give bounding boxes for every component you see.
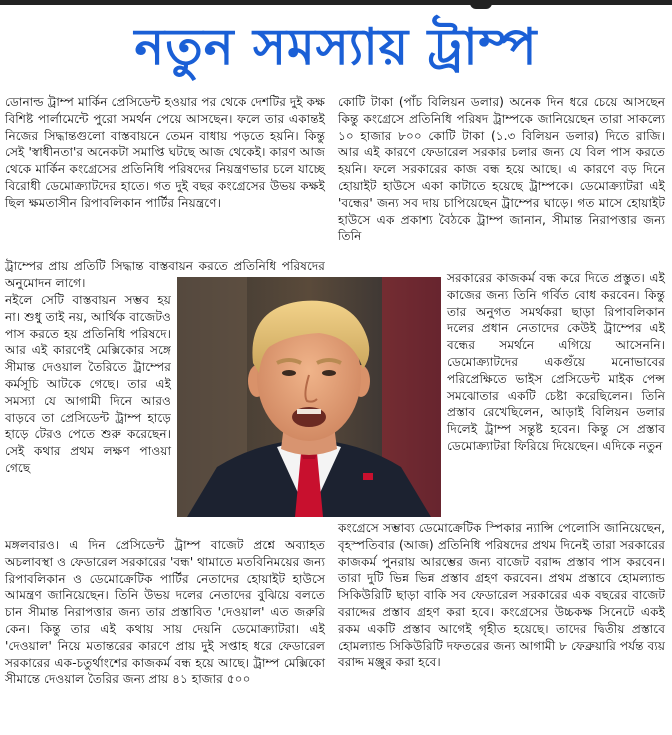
left-paragraph-2: ট্রাম্পের প্রায় প্রতিটি সিদ্ধান্ত বাস্তবায়ন করতে প্রতিনিধি পরিষদের অনুমোদন লাগে। <box>5 259 325 290</box>
right-paragraph-3: কংগ্রেসে সম্ভাব্য ডেমোক্রেটিক স্পিকার ন্যান্সি পেলোসি জানিয়েছেন, বৃহস্পতিবার (আজ) প্রতিনিধি পরিষদের প্রথম দিনেই তারা সরকারের কাজকর্ম পুনরায় আরম্ভের জন্য বাজেট বরাদ্দ প্রস্তাব পাস করবেন। তারা দুটি ভিন্ন ভিন্ন প্রস্তাব গ্রহণ করবেন। প্রথম প্রস্তাবে হোমল্যান্ড সিকিউরিটি ছাড়া বাকি সব ফেডারেল সরকারের এক বছরের বাজেট বরাদ্দের প্রস্তাব গ্রহণ করা হবে। কংগ্রেসের উচ্চকক্ষ সিনেটে একই রকম একটি প্রস্তাব আগেই গৃহীত হয়েছে। তাদের দ্বিতীয় প্রস্তাবে হোমল্যান্ড সিকিউরিটি দফতরের জন্য আগামী ৮ ফেব্রুয়ারি পর্যন্ত ব্যয় বরাদ্দ মঞ্জুর করা হবে। <box>338 521 665 670</box>
top-rule-tab <box>470 0 492 9</box>
left-paragraph-1: ডোনাল্ড ট্রাম্প মার্কিন প্রেসিডেন্ট হওয়ার পর থেকে দেশটির দুই কক্ষ বিশিষ্ট পার্লামেন্টে পুরো সমর্থন পেয়ে আসছেন। ফলে তার একান্তই নিজের সিদ্ধান্তগুলো বাস্তবায়নে তেমন বাধায় পড়তে হয়নি। কিন্তু সেই 'স্বাধীনতা'র অনেকটা সমাপ্তি ঘটছে আজ থেকেই। কারণ আজ থেকে মার্কিন কংগ্রেসের প্রতিনিধি পরিষদের নিয়ন্ত্রণভার চলে যাচ্ছে বিরোধী ডেমোক্র্যাটদের হাতে। গত দুই বছর কংগ্রেসের উভয় কক্ষই ছিল ক্ষমতাসীন রিপাবলিকান পার্টির নিয়ন্ত্রণে। <box>5 95 325 210</box>
right-paragraph-2: সরকারের কাজকর্ম বন্ধ করে দিতে প্রস্তুত। এই কাজের জন্য তিনি গর্বিত বোধ করবেন। কিন্তু তার অনুগত সমর্থকরা ছাড়া রিপাবলিকান দলের প্রধান নেতাদের কেউই ট্রাম্পের এই বন্ধের সমর্থনে এগিয়ে আসেননি। ডেমোক্র্যাটদের একগুঁয়ে মনোভাবের পরিপ্রেক্ষিতে ভাইস প্রেসিডেন্ট মাইক পেন্স সমঝোতার একটি চেষ্টা করেছিলেন। তিনি প্রস্তাব রেখেছিলেন, আড়াই বিলিয়ন ডলার দিলেই ট্রাম্প সন্তুষ্ট হবেন। কিন্তু সে প্রস্তাব ডেমোক্র্যাটরা ফিরিয়ে দিয়েছেন। এদিকে নতুন <box>447 271 665 453</box>
left-paragraph-4: মঙ্গলবারও। এ দিন প্রেসিডেন্ট ট্রাম্প বাজেট প্রশ্নে অব্যাহত অচলাবস্থা ও ফেডারেল সরকারের 'বন্ধ' থামাতে মতবিনিময়ের জন্য রিপাবলিকান ও ডেমোক্রেটিক পার্টির নেতাদের হোয়াইট হাউসে আমন্ত্রণ জানিয়েছেন। তিনি উভয় দলের নেতাদের বুঝিয়ে বলতে চান সীমান্ত নিরাপত্তার জন্য তার প্রস্তাবিত 'দেওয়াল' এত জরুরি কেন। কিন্তু তার এই কথায় সায় দেয়নি ডেমোক্র্যাটরা। এই 'দেওয়াল' নিয়ে মতান্তরের কারণে প্রায় দুই সপ্তাহ ধরে ফেডারেল সরকারের এক-চতুর্থাংশের কাজকর্ম বন্ধ হয়ে আছে। ট্রাম্প মেক্সিকো সীমান্তে দেওয়াল তৈরির জন্য প্রায় ৪১ হাজার ৫০০ <box>5 538 325 687</box>
portrait-photo <box>177 277 441 517</box>
right-paragraph-1: কোটি টাকা (পাঁচ বিলিয়ন ডলার) অনেক দিন ধরে চেয়ে আসছেন কিন্তু কংগ্রেসে প্রতিনিধি পরিষদ ট্রাম্পকে জানিয়েছেন তারা সাকল্যে ১০ হাজার ৮০০ কোটি টাকা (১.৩ বিলিয়ন ডলার) দিতে রাজি। আর এই কারণে ফেডারেল সরকার চলার জন্য যে বিল পাস করতে হয়নি। ফলে সরকারের কাজ বন্ধ হয়ে আছে। এ কারণে বড় দিনে হোয়াইট হাউসে একা কাটাতে হয়েছে ট্রাম্পকে। ডেমোক্র্যাটরা এই 'বন্ধের' জন্য সব দায় চাপিয়েছেন ট্রাম্পের ঘাড়ে। গত মাসে হোয়াইট হাউসে এক প্রকাশ্য বৈঠকে ট্রাম্প জানান, সীমান্ত নিরাপত্তার জন্য তিনি <box>338 95 665 244</box>
flag-pin <box>363 473 373 480</box>
headline: নতুন সমস্যায় ট্রাম্প <box>134 18 538 76</box>
top-rule <box>0 0 672 5</box>
left-paragraph-3: নইলে সেটি বাস্তবায়ন সম্ভব হয় না। শুধু তাই নয়, আর্থিক বাজেটও পাস করতে হয় প্রতিনিধি পরিষদে। আর এই কারণেই মেক্সিকোর সঙ্গে সীমান্ত দেওয়াল তৈরিতে ট্রাম্পের কর্মসূচি আটকে গেছে। তার এই সমস্যা যে আগামী দিনে আরও বাড়বে তা প্রেসিডেন্ট ট্রাম্প হাড়ে হাড়ে টেরও পেতে শুরু করেছেন। সেই কথার প্রথম লক্ষণ পাওয়া গেছে <box>5 293 171 475</box>
